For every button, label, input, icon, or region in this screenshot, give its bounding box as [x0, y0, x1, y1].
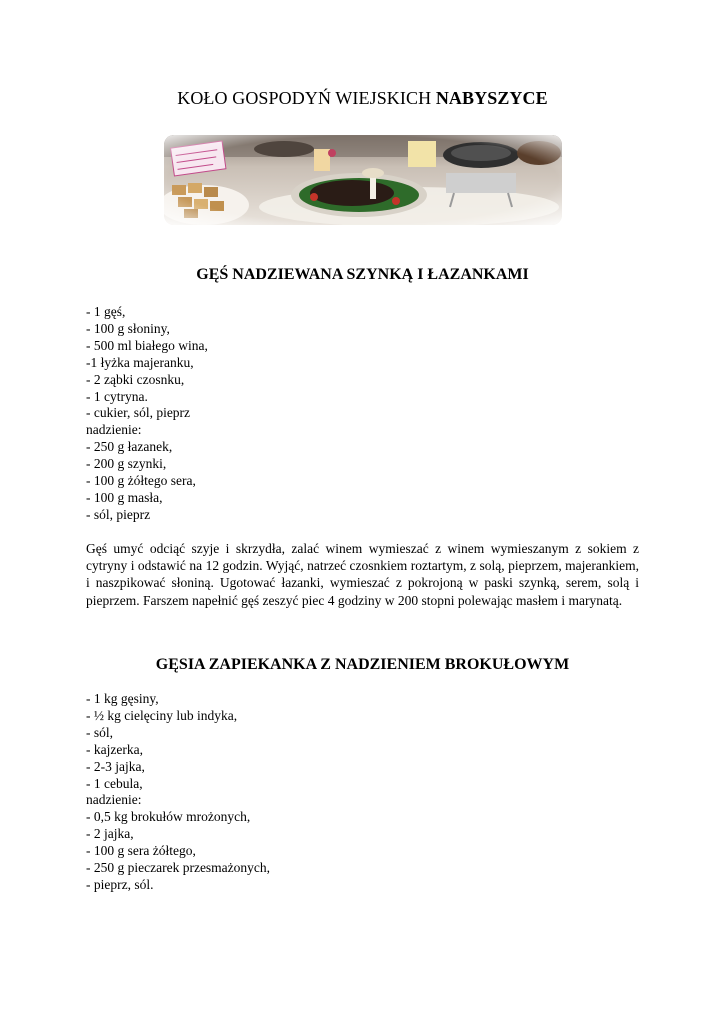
recipe-2-ingredients	[86, 691, 270, 894]
recipe-1-instructions: Gęś umyć odciąć szyje i skrzydła, zalać winem wymieszać z winem wymieszanym z sokiem z cytryny i odstawić na 12 godzin. Wyjąć, natrzeć czosnkiem roztartym, z solą, pieprzem, majerankiem, i naszpikować słoniną. Ugotować łazanki, wymieszać z pokrojoną w paski szynką, serem, solą i pieprzem. Farszem napełnić gęś zeszyć piec 4 godziny w 200 stopni polewając masłem i marynatą.	[86, 541, 639, 608]
ingredient-item: - 1 gęś,	[86, 304, 126, 319]
ingredient-item: - 250 g pieczarek przesmażonych,	[86, 860, 271, 876]
header-village: NABYSZYCE	[435, 88, 548, 108]
food-photo-drawing	[164, 135, 562, 225]
ingredient-item: - 100 g słoniny,	[86, 320, 170, 336]
recipe-1-title: GĘŚ NADZIEWANA SZYNKĄ I ŁAZANKAMI	[196, 266, 529, 283]
food-photo	[164, 135, 562, 225]
recipe-1-ingredients	[86, 304, 208, 524]
ingredient-item: - 250 g łazanek,	[86, 439, 173, 455]
ingredient-item: - pieprz, sól.	[86, 876, 154, 892]
ingredient-item: - 100 g sera żółtego,	[86, 843, 196, 859]
header-prefix: KOŁO GOSPODYŃ WIEJSKICH	[177, 88, 436, 108]
recipe-2-title: GĘSIA ZAPIEKANKA Z NADZIENIEM BROKUŁOWYM	[155, 656, 570, 673]
ingredient-item: - sól,	[86, 724, 113, 740]
ingredient-item: - kajzerka,	[86, 741, 143, 757]
ingredient-item: - 1 cebula,	[86, 775, 143, 791]
ingredient-item: - 100 g masła,	[86, 489, 163, 505]
ingredient-section-label: nadzienie:	[86, 422, 142, 438]
ingredient-item: - 100 g żółtego sera,	[86, 473, 196, 489]
ingredient-section-label: nadzienie:	[86, 792, 142, 808]
page-header	[0, 88, 725, 109]
ingredient-item: - 2 ząbki czosnku,	[86, 371, 185, 387]
ingredient-item: - 0,5 kg brokułów mrożonych,	[86, 809, 251, 825]
ingredient-item: - 500 ml białego wina,	[86, 337, 208, 353]
ingredient-item: - cukier, sól, pieprz	[86, 405, 191, 421]
ingredient-item: - 1 kg gęsiny,	[86, 691, 159, 706]
ingredient-item: -1 łyżka majeranku,	[86, 354, 194, 370]
ingredient-item: - 1 cytryna.	[86, 388, 148, 404]
ingredient-item: - ½ kg cielęciny lub indyka,	[86, 707, 238, 723]
ingredient-item: - 200 g szynki,	[86, 456, 167, 472]
ingredient-item: - 2 jajka,	[86, 826, 134, 842]
ingredient-item: - sól, pieprz	[86, 506, 151, 522]
ingredient-item: - 2-3 jajka,	[86, 758, 145, 774]
